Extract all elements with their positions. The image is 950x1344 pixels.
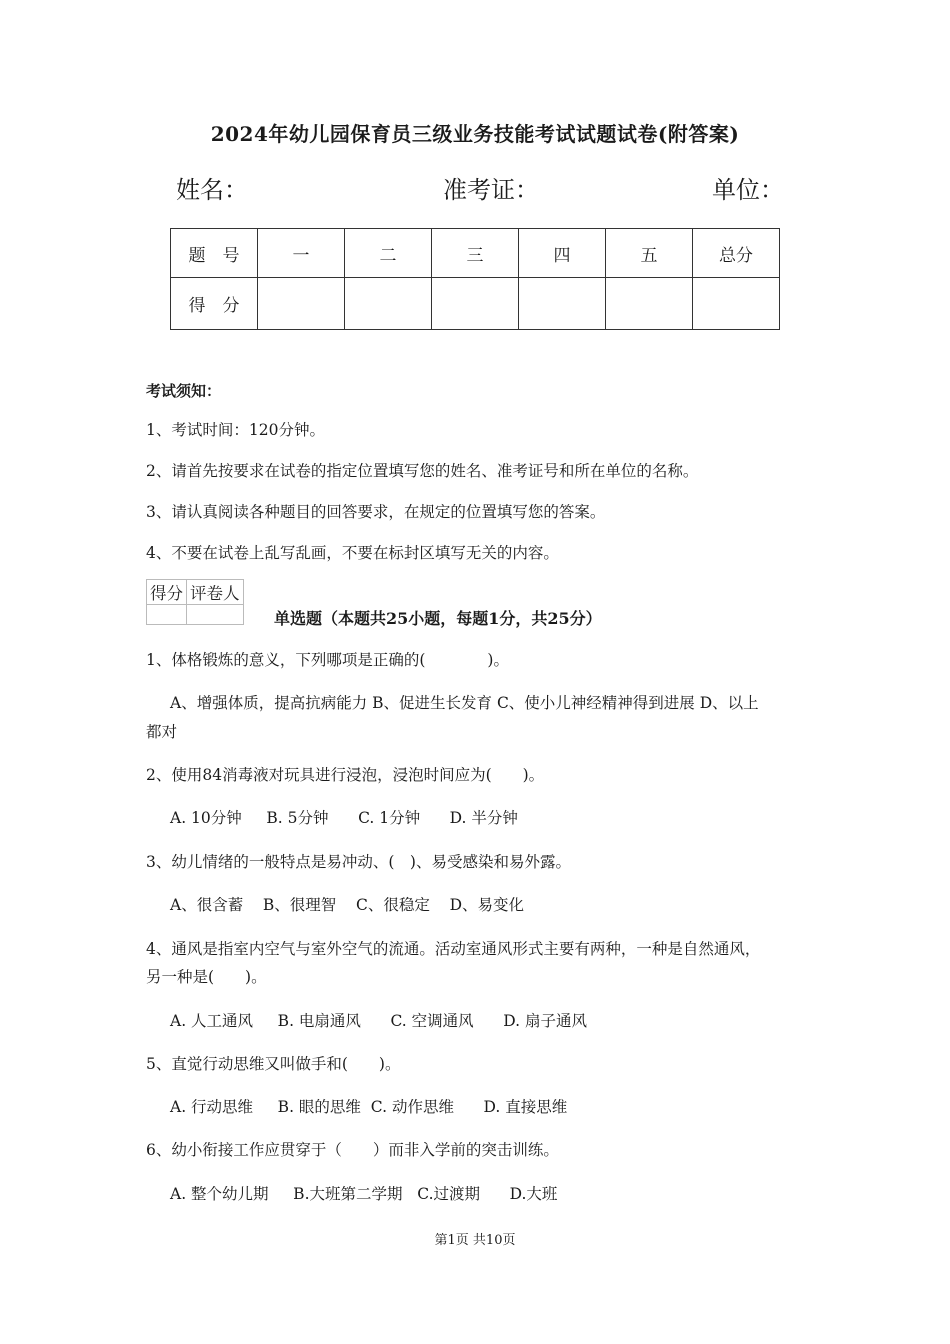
grader-score-cell[interactable] [147,605,187,625]
score-cell[interactable] [258,278,345,330]
question-options: A. 10分钟 B. 5分钟 C. 1分钟 D. 半分钟 [170,809,518,827]
score-header-cell: 四 [519,229,606,278]
grader-name-cell[interactable] [187,605,244,625]
grader-box [146,579,244,625]
grader-score-label: 得分 [147,580,187,605]
question-options: A. 行动思维 B. 眼的思维 C. 动作思维 D. 直接思维 [170,1098,568,1116]
section-title: 单选题（本题共25小题，每题1分，共25分） [274,609,602,628]
question-stem: 1、体格锻炼的意义，下列哪项是正确的( )。 [146,651,509,669]
score-cell[interactable] [345,278,432,330]
question-stem: 2、使用84消毒液对玩具进行浸泡，浸泡时间应为( )。 [146,766,545,784]
score-cell[interactable] [432,278,519,330]
exam-id-field-label: 准考证： [443,176,539,204]
score-header-cell: 三 [432,229,519,278]
question-stem: 5、直觉行动思维又叫做手和( )。 [146,1055,401,1073]
notice-heading: 考试须知： [146,382,222,400]
question-options: A、增强体质，提高抗病能力 B、促进生长发育 C、使小儿神经精神得到进展 D、以上 [170,694,759,712]
score-cell[interactable] [693,278,780,330]
notice-item: 1、考试时间：120分钟。 [146,421,325,439]
question-stem: 4、通风是指室内空气与室外空气的流通。活动室通风形式主要有两种，一种是自然通风， [146,940,761,958]
score-header-cell: 一 [258,229,345,278]
question-stem-continued: 另一种是( )。 [146,968,267,986]
score-table [170,228,780,330]
score-header-cell: 二 [345,229,432,278]
score-row-label: 得 分 [171,278,258,330]
question-stem: 3、幼儿情绪的一般特点是易冲动、( )、易受感染和易外露。 [146,853,571,871]
score-table-header-row [171,229,780,278]
question-options: A. 人工通风 B. 电扇通风 C. 空调通风 D. 扇子通风 [170,1012,587,1030]
question-options: A、很含蓄 B、很理智 C、很稳定 D、易变化 [170,896,524,914]
name-field-label: 姓名： [176,176,248,204]
score-table-score-row [171,278,780,330]
score-header-cell: 题 号 [171,229,258,278]
unit-field-label: 单位： [712,176,784,204]
question-options: A. 整个幼儿期 B.大班第二学期 C.过渡期 D.大班 [170,1185,558,1203]
question-stem: 6、幼小衔接工作应贯穿于（ ）而非入学前的突击训练。 [146,1141,559,1159]
question-options-continued: 都对 [146,723,178,741]
score-cell[interactable] [519,278,606,330]
score-header-cell: 五 [606,229,693,278]
document-title: 2024年幼儿园保育员三级业务技能考试试题试卷(附答案) [210,122,740,146]
notice-item: 3、请认真阅读各种题目的回答要求，在规定的位置填写您的答案。 [146,503,606,521]
score-cell[interactable] [606,278,693,330]
notice-item: 4、不要在试卷上乱写乱画，不要在标封区填写无关的内容。 [146,544,559,562]
notice-item: 2、请首先按要求在试卷的指定位置填写您的姓名、准考证号和所在单位的名称。 [146,462,699,480]
score-header-cell: 总分 [693,229,780,278]
grader-name-label: 评卷人 [187,580,244,605]
page-footer: 第1页 共10页 [434,1233,516,1248]
